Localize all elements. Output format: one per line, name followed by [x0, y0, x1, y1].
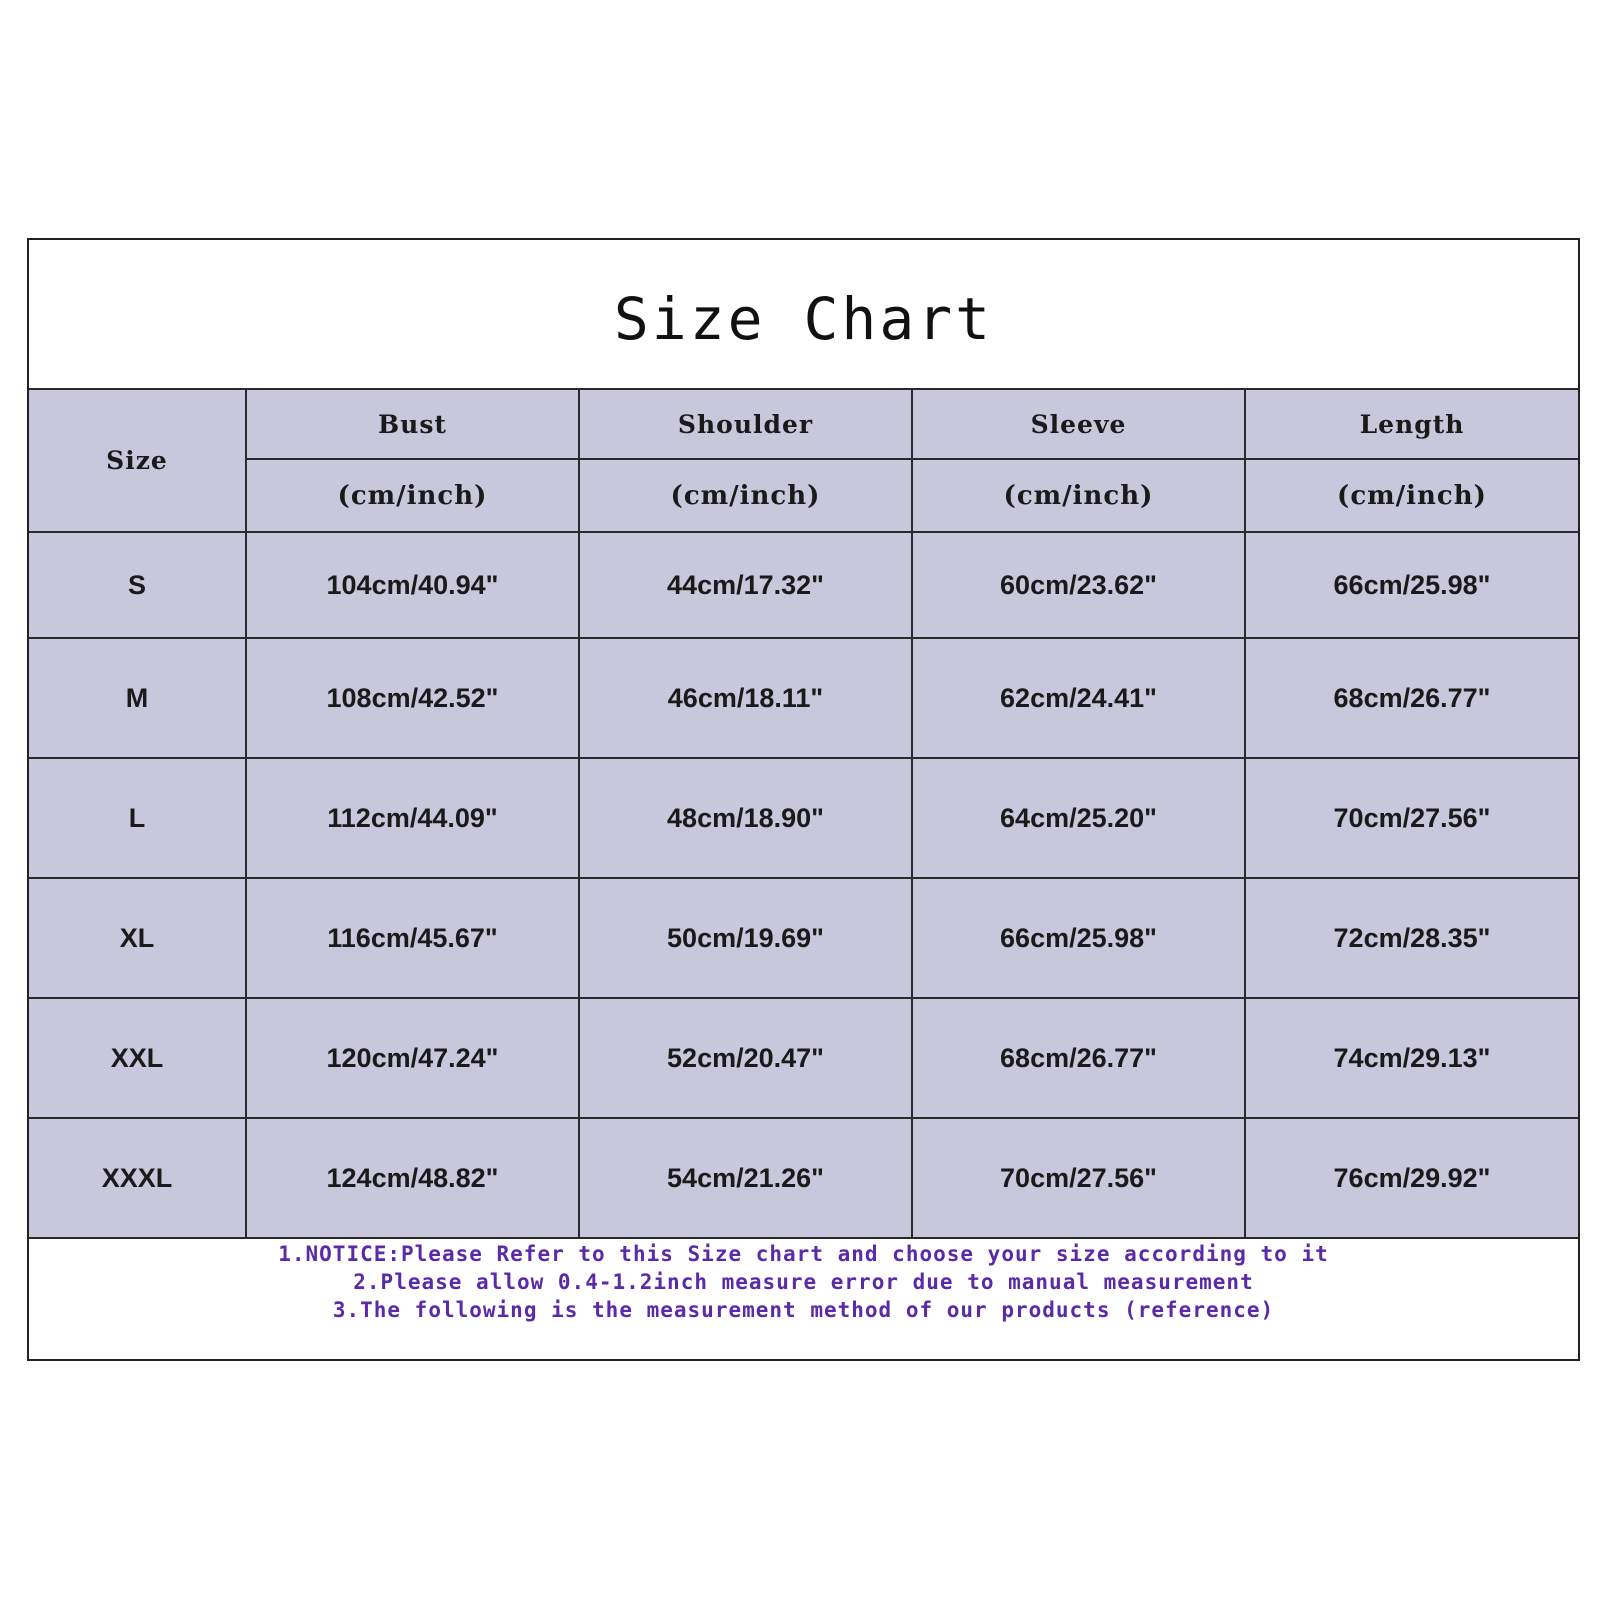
table-row — [29, 1118, 1578, 1238]
notes-block — [29, 1240, 1578, 1324]
length-cell: 66cm/25.98" — [1245, 532, 1578, 638]
col-header-shoulder: Shoulder — [579, 389, 912, 459]
shoulder-cell: 48cm/18.90" — [579, 758, 912, 878]
table-row — [29, 758, 1578, 878]
header-row-names — [29, 389, 1578, 459]
size-cell: XXXL — [29, 1118, 246, 1238]
col-unit-bust: (cm/inch) — [246, 459, 579, 532]
sleeve-cell: 64cm/25.20" — [912, 758, 1245, 878]
header-row-units — [29, 459, 1578, 532]
size-cell: XL — [29, 878, 246, 998]
sleeve-cell: 60cm/23.62" — [912, 532, 1245, 638]
bust-cell: 124cm/48.82" — [246, 1118, 579, 1238]
size-chart — [27, 238, 1580, 1361]
col-unit-sleeve: (cm/inch) — [912, 459, 1245, 532]
note-line-1: 1.NOTICE:Please Refer to this Size chart and choose your size according to it — [278, 1242, 1329, 1266]
sleeve-cell: 62cm/24.41" — [912, 638, 1245, 758]
length-cell: 76cm/29.92" — [1245, 1118, 1578, 1238]
shoulder-cell: 50cm/19.69" — [579, 878, 912, 998]
table-row — [29, 998, 1578, 1118]
shoulder-cell: 44cm/17.32" — [579, 532, 912, 638]
size-cell: S — [29, 532, 246, 638]
size-header: Size — [29, 389, 246, 532]
col-unit-length: (cm/inch) — [1245, 459, 1578, 532]
length-cell: 70cm/27.56" — [1245, 758, 1578, 878]
note-line-2: 2.Please allow 0.4-1.2inch measure error due to manual measurement — [353, 1270, 1254, 1294]
shoulder-cell: 54cm/21.26" — [579, 1118, 912, 1238]
length-cell: 74cm/29.13" — [1245, 998, 1578, 1118]
table-row — [29, 638, 1578, 758]
size-table — [29, 388, 1578, 1239]
col-unit-shoulder: (cm/inch) — [579, 459, 912, 532]
shoulder-cell: 52cm/20.47" — [579, 998, 912, 1118]
sleeve-cell: 70cm/27.56" — [912, 1118, 1245, 1238]
title-row — [29, 240, 1578, 390]
bust-cell: 116cm/45.67" — [246, 878, 579, 998]
col-header-sleeve: Sleeve — [912, 389, 1245, 459]
table-row — [29, 532, 1578, 638]
shoulder-cell: 46cm/18.11" — [579, 638, 912, 758]
bust-cell: 104cm/40.94" — [246, 532, 579, 638]
sleeve-cell: 68cm/26.77" — [912, 998, 1245, 1118]
bust-cell: 112cm/44.09" — [246, 758, 579, 878]
note-line-3: 3.The following is the measurement method of our products (reference) — [332, 1298, 1275, 1322]
size-cell: M — [29, 638, 246, 758]
length-cell: 68cm/26.77" — [1245, 638, 1578, 758]
sleeve-cell: 66cm/25.98" — [912, 878, 1245, 998]
table-row — [29, 878, 1578, 998]
col-header-length: Length — [1245, 389, 1578, 459]
chart-title: Size Chart — [613, 285, 994, 353]
length-cell: 72cm/28.35" — [1245, 878, 1578, 998]
bust-cell: 108cm/42.52" — [246, 638, 579, 758]
col-header-bust: Bust — [246, 389, 579, 459]
size-cell: L — [29, 758, 246, 878]
size-cell: XXL — [29, 998, 246, 1118]
bust-cell: 120cm/47.24" — [246, 998, 579, 1118]
